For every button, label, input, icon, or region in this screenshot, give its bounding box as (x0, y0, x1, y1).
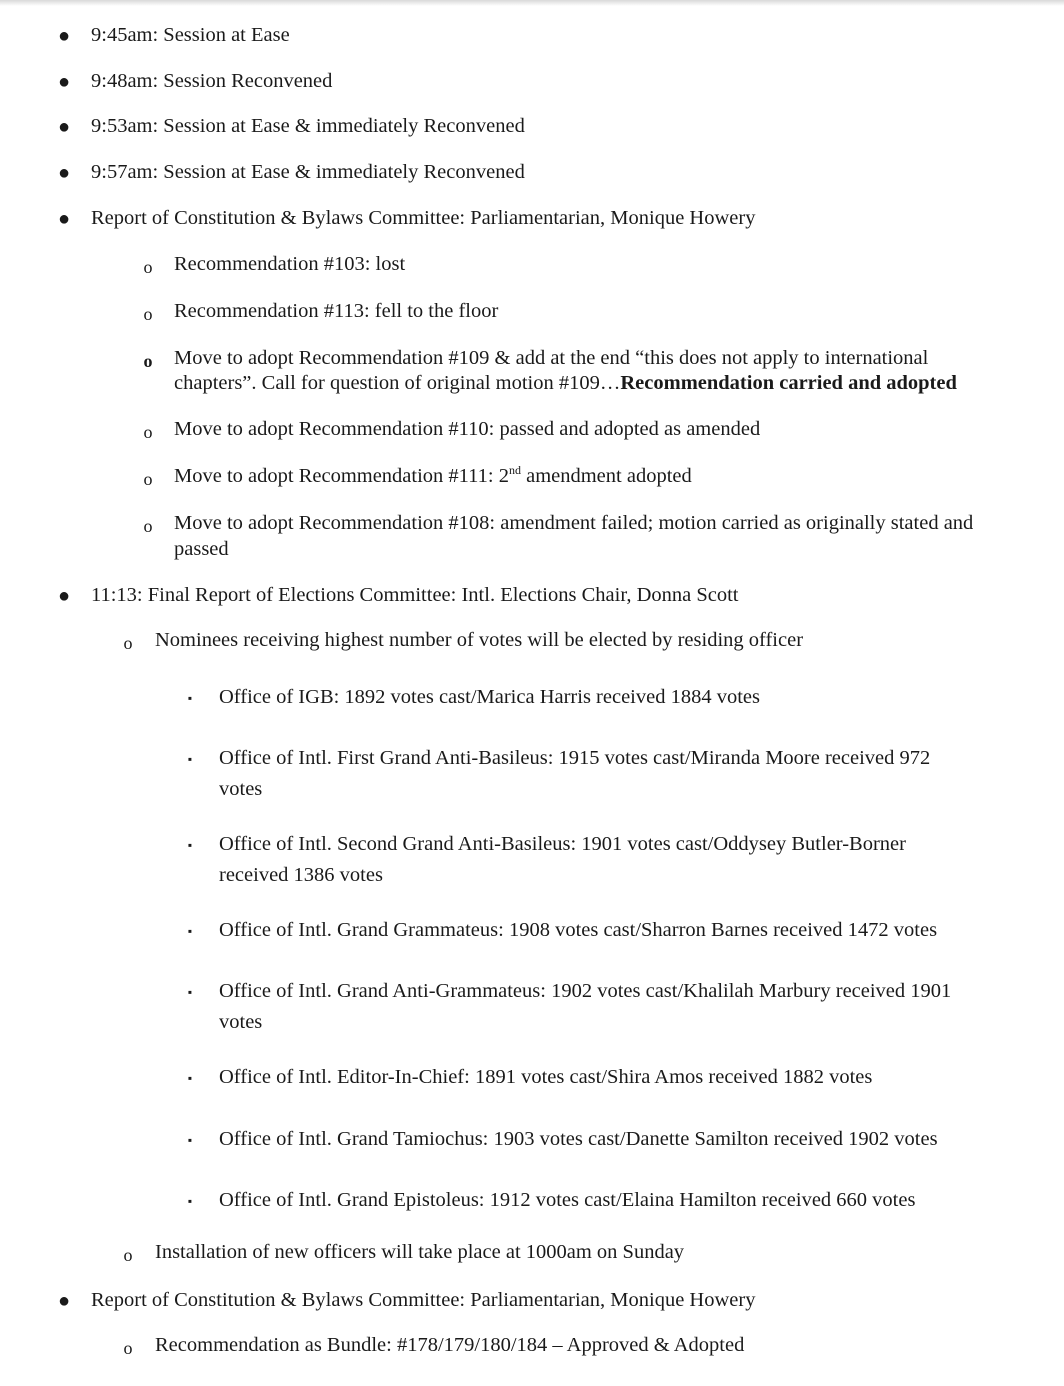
bullet-circle-icon: o (123, 1245, 133, 1265)
list-item: 9:57am: Session at Ease & immediately Reconvened (91, 161, 525, 183)
bullet-circle-icon: o (123, 1338, 133, 1358)
list-item: Installation of new officers will take place at 1000am on Sunday (155, 1241, 685, 1263)
list-item-continuation (174, 370, 957, 396)
bullet-square-icon: ▪ (187, 1194, 193, 1208)
bullet-dot-icon: ● (57, 25, 71, 47)
list-item: Nominees receiving highest number of votes will be elected by residing officer (155, 629, 804, 651)
bullet-dot-icon: ● (57, 162, 71, 184)
bullet-dot-icon: ● (57, 585, 71, 607)
list-item: Move to adopt Recommendation #108: amendment failed; motion carried as originally stated and (174, 512, 974, 534)
motion-result: Recommendation carried and adopted (620, 372, 957, 394)
bullet-circle-icon: o (143, 304, 153, 324)
bullet-square-icon: ▪ (187, 838, 193, 852)
bullet-circle-icon: o (143, 351, 153, 371)
bullet-square-icon: ▪ (187, 985, 193, 999)
bullet-circle-icon: o (123, 633, 133, 653)
election-result: Office of Intl. Grand Grammateus: 1908 votes cast/Sharron Barnes received 1472 votes (219, 919, 938, 941)
bullet-dot-icon: ● (57, 1290, 71, 1312)
election-result: Office of Intl. Grand Anti-Grammateus: 1902 votes cast/Khalilah Marbury received 1901 (219, 980, 952, 1002)
section-heading-bylaws: Report of Constitution & Bylaws Committee: Parliamentarian, Monique Howery (91, 1289, 756, 1311)
list-item-continuation: passed (174, 538, 229, 560)
election-result: Office of Intl. First Grand Anti-Basileus: 1915 votes cast/Miranda Moore received 972 (219, 747, 931, 769)
bullet-circle-icon: o (143, 422, 153, 442)
list-item (174, 463, 692, 489)
bullet-dot-icon: ● (57, 208, 71, 230)
bullet-square-icon: ▪ (187, 1133, 193, 1147)
election-result-continuation: received 1386 votes (219, 864, 383, 886)
list-item: Move to adopt Recommendation #110: passed and adopted as amended (174, 418, 761, 440)
election-result: Office of IGB: 1892 votes cast/Marica Harris received 1884 votes (219, 686, 760, 708)
bullet-square-icon: ▪ (187, 1071, 193, 1085)
ordinal-suffix: nd (508, 463, 521, 478)
election-result: Office of Intl. Grand Epistoleus: 1912 votes cast/Elaina Hamilton received 660 votes (219, 1189, 916, 1211)
bullet-square-icon: ▪ (187, 691, 193, 705)
list-item: Recommendation #113: fell to the floor (174, 300, 499, 322)
list-item: 9:45am: Session at Ease (91, 24, 290, 46)
section-heading-bylaws: Report of Constitution & Bylaws Committee: Parliamentarian, Monique Howery (91, 207, 756, 229)
list-item: Recommendation as Bundle: #178/179/180/184 – Approved & Adopted (155, 1334, 745, 1356)
motion-text: Move to adopt Recommendation #111: 2 (174, 465, 509, 487)
bullet-dot-icon: ● (57, 116, 71, 138)
election-result-continuation: votes (219, 778, 263, 800)
bullet-square-icon: ▪ (187, 752, 193, 766)
motion-text-end: amendment adopted (520, 465, 692, 487)
bullet-circle-icon: o (143, 516, 153, 536)
section-heading-elections: 11:13: Final Report of Elections Committee: Intl. Elections Chair, Donna Scott (91, 584, 739, 606)
motion-text: chapters”. Call for question of original motion #109… (174, 372, 621, 394)
page-top-shadow (0, 0, 1064, 6)
list-item: Move to adopt Recommendation #109 & add at the end “this does not apply to international (174, 347, 929, 369)
bullet-circle-icon: o (143, 257, 153, 277)
election-result: Office of Intl. Second Grand Anti-Basileus: 1901 votes cast/Oddysey Butler-Borner (219, 833, 906, 855)
list-item: Recommendation #103: lost (174, 253, 406, 275)
bullet-square-icon: ▪ (187, 924, 193, 938)
bullet-circle-icon: o (143, 469, 153, 489)
list-item: 9:53am: Session at Ease & immediately Reconvened (91, 115, 525, 137)
list-item: 9:48am: Session Reconvened (91, 70, 333, 92)
election-result-continuation: votes (219, 1011, 263, 1033)
bullet-dot-icon: ● (57, 71, 71, 93)
election-result: Office of Intl. Grand Tamiochus: 1903 votes cast/Danette Samilton received 1902 votes (219, 1128, 938, 1150)
election-result: Office of Intl. Editor-In-Chief: 1891 votes cast/Shira Amos received 1882 votes (219, 1066, 873, 1088)
